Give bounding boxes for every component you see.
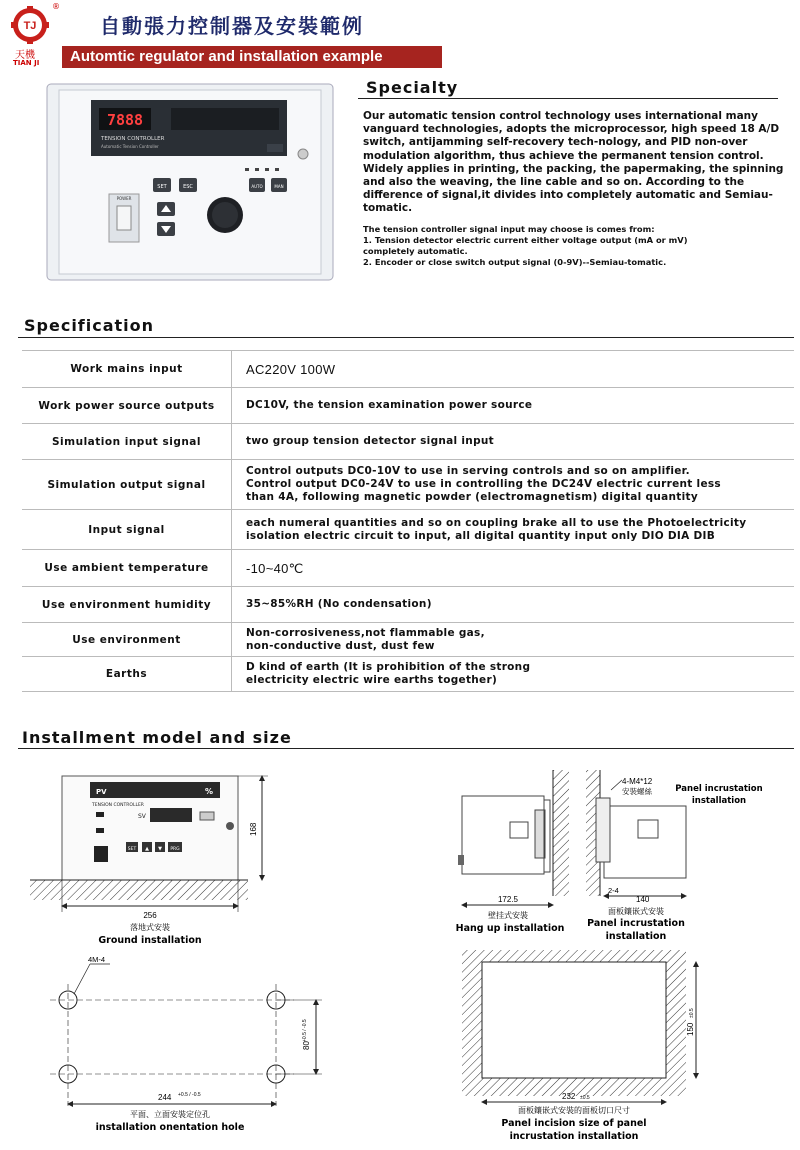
note-item-1: 1. Tension detector electric current either voltage output (mA or mV) completely automatic.	[363, 235, 688, 256]
holes-width-dim: 244	[158, 1093, 172, 1102]
spec-label: Use environment	[22, 623, 232, 656]
incrustation-caption-en-2: installation	[605, 931, 667, 942]
note-intro: The tension controller signal input may choose is comes from:	[363, 224, 655, 234]
spec-label: Use ambient temperature	[22, 550, 232, 586]
holes-height-tol: +0.5 / -0.5	[302, 1019, 308, 1042]
specification-heading: Specification	[24, 316, 155, 335]
spec-label: Input signal	[22, 510, 232, 549]
logo-english: TIAN JI	[13, 59, 40, 67]
hangup-installation-drawing	[456, 770, 569, 934]
device-auto-key: AUTO	[251, 184, 263, 189]
holes-caption-en: installation onentation hole	[95, 1122, 245, 1133]
ground-height-dim: 168	[249, 822, 258, 836]
spec-label: Simulation output signal	[22, 460, 232, 509]
cutout-caption-en-2: incrustation installation	[509, 1131, 639, 1142]
device-panel-label: TENSION CONTROLLER	[101, 136, 165, 142]
incrustation-caption-cn: 面板鑲嵌式安裝	[608, 907, 664, 916]
device-power-label: POWER	[116, 196, 132, 201]
incrustation-gap-dim: 2-4	[608, 886, 619, 895]
ground-panel-label: TENSION CONTROLLER	[92, 803, 144, 808]
device-esc-key: ESC	[183, 184, 193, 190]
spec-value: Control outputs DC0-10V to use in serving controls and so on amplifier. Control output DC0-24V to use in controlling the DC24V electric current less than 4A, following magnetic powder (electromagnetism) digital quantity	[246, 465, 721, 503]
spec-label: Work mains input	[22, 351, 232, 387]
ground-sv-label: SV	[138, 813, 146, 820]
panel-cutout-drawing	[462, 950, 696, 1102]
logo-text: TJ	[23, 20, 37, 32]
cutout-width-tol: ±0.5	[580, 1095, 590, 1101]
device-display: 7888	[106, 111, 144, 129]
cutout-width-dim: 232	[562, 1092, 576, 1101]
cutout-caption-cn: 面板鑲嵌式安裝的面板切口尺寸	[518, 1106, 630, 1115]
holes-caption-cn: 平面、立面安裝定位孔	[130, 1110, 210, 1119]
holes-width-tol: +0.5 / -0.5	[178, 1092, 201, 1098]
ground-unit-label: %	[205, 787, 214, 796]
spec-value: Non-corrosiveness,not flammable gas, non-conductive dust, dust few	[246, 626, 485, 652]
ground-width-dim: 256	[143, 911, 157, 920]
orientation-holes-drawing	[50, 964, 322, 1106]
holes-height-dim: 80	[302, 1041, 311, 1050]
incrustation-width-dim: 140	[636, 895, 650, 904]
specialty-body: Our automatic tension control technology uses international many vanguard technologies, adopts the microprocessor, high speed 18 A/D switch, antijamming self-recovery tech-nology, and PID non-over modulation algorithm, thus achieve the permanent tension control. Widely applies in printing, the packing, the papermaking, the spinning and also the weaving, the line cable and so on. According to the difference of signal,it divides into completely automatic and Semiau-tomatic.	[363, 110, 784, 215]
cutout-caption-en: Panel incision size of panel	[501, 1118, 647, 1129]
incrustation-screw: 4-M4*12	[622, 777, 653, 786]
logo-chinese: 天機	[15, 50, 35, 61]
spec-value: -10~40℃	[246, 560, 304, 576]
ground-key-down: ▼	[158, 846, 162, 852]
registered-mark: ®	[52, 2, 60, 11]
spec-value: two group tension detector signal input	[246, 435, 494, 447]
hangup-caption-en: Hang up installation	[455, 923, 565, 934]
spec-value: AC220V 100W	[246, 361, 336, 377]
spec-value: each numeral quantities and so on coupling brake all to use the Photoelectricity isolation electric circuit to input, all digital quantity input only DIO DIA DIB	[246, 516, 747, 542]
device-man-key: MAN	[274, 184, 284, 189]
spec-label: Earths	[22, 657, 232, 691]
spec-label: Use environment humidity	[22, 587, 232, 622]
page-title-english: Automtic regulator and installation example	[62, 46, 442, 68]
holes-label: 4M-4	[88, 955, 106, 964]
panel-incrustation-drawing	[586, 770, 763, 942]
ground-installation-drawing	[30, 776, 268, 946]
ground-caption-en: Ground installation	[98, 935, 202, 946]
incrustation-screw-cn: 安裝螺絲	[622, 787, 652, 796]
ground-key-set: SET	[127, 847, 137, 852]
incrustation-caption-en: Panel incrustation	[587, 918, 685, 929]
spec-label: Simulation input signal	[22, 424, 232, 459]
ground-key-up: ▲	[145, 846, 149, 852]
incrustation-title-2: installation	[691, 796, 747, 806]
specialty-heading: Specialty	[366, 78, 459, 97]
cutout-height-dim: 150	[686, 1022, 695, 1036]
ground-caption-cn: 落地式安裝	[130, 923, 170, 932]
spec-value: D kind of earth (It is prohibition of the strong electricity electric wire earths together)	[246, 661, 531, 686]
page-title-chinese: 自動張力控制器及安裝範例	[100, 14, 364, 38]
device-panel-sub: Automatic Tension Controller	[101, 144, 159, 149]
spec-value: DC10V, the tension examination power source	[246, 399, 533, 411]
installment-heading: Installment model and size	[22, 728, 292, 747]
hangup-width-dim: 172.5	[497, 895, 519, 904]
cutout-height-tol: ±0.5	[689, 1008, 695, 1018]
ground-key-prg: PRG	[170, 847, 180, 852]
note-item-2: 2. Encoder or close switch output signal (0-9V)--Semiau-tomatic.	[363, 257, 667, 267]
incrustation-title: Panel incrustation	[675, 784, 763, 794]
spec-value: 35~85%RH (No condensation)	[246, 598, 432, 610]
device-set-key: SET	[157, 184, 167, 190]
spec-label: Work power source outputs	[22, 388, 232, 423]
ground-pv-label: PV	[96, 788, 107, 796]
hangup-caption-cn: 壁挂式安裝	[488, 911, 528, 920]
